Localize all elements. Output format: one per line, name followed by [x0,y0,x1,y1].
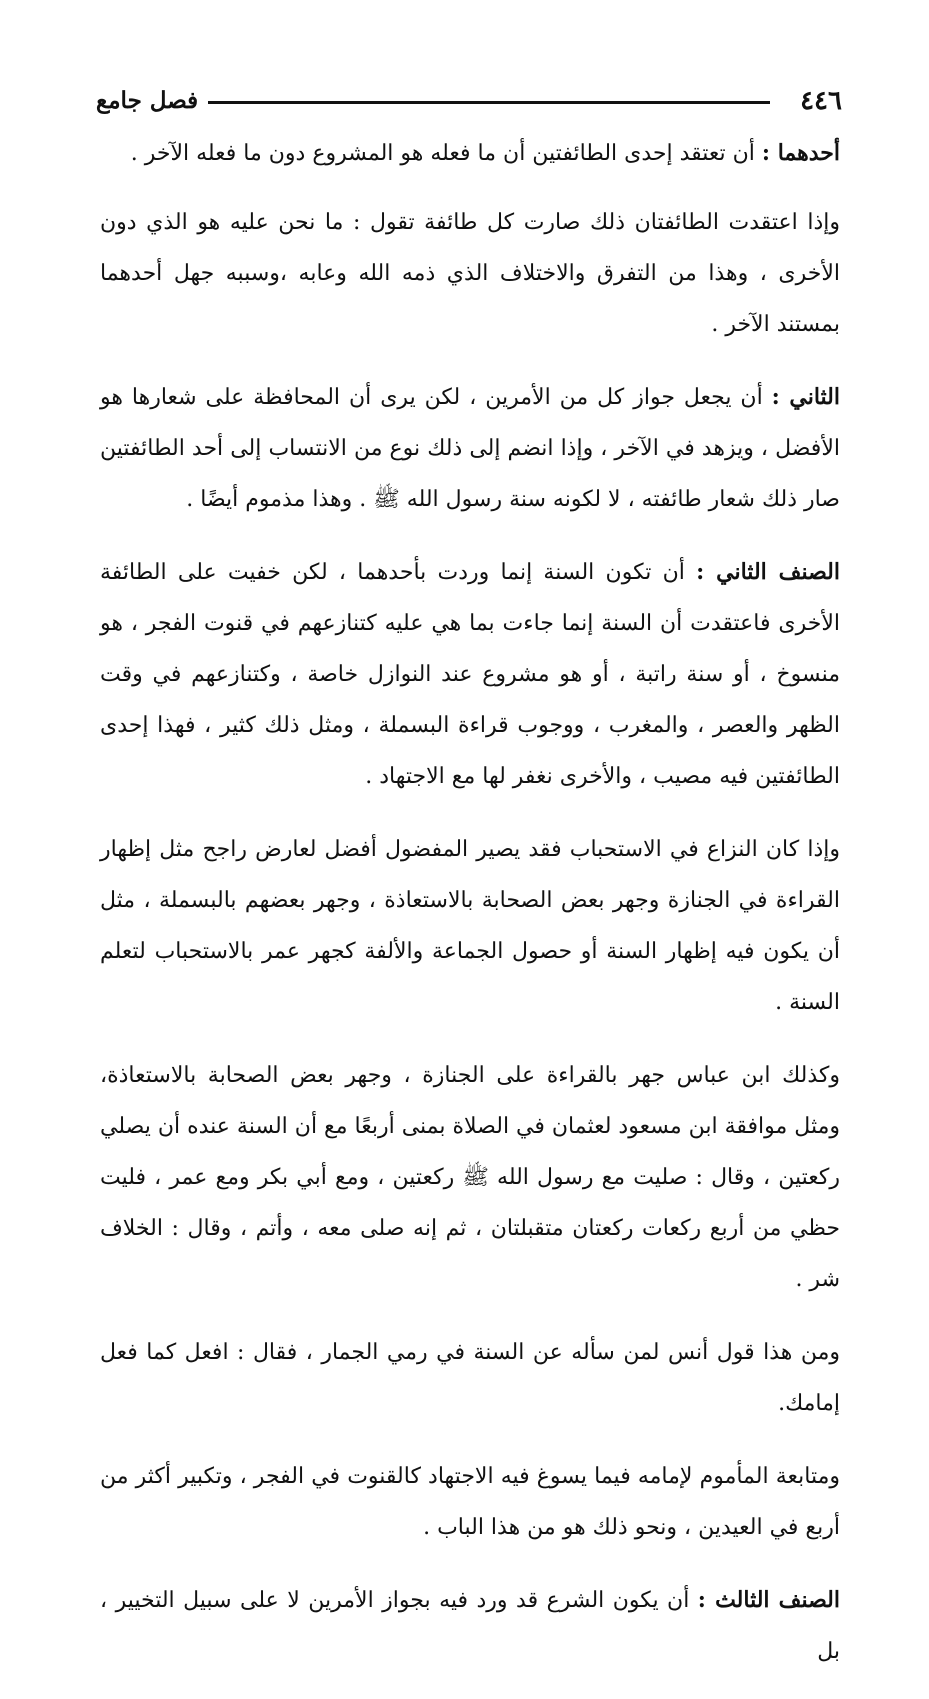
running-title: فصل جامع [96,87,199,114]
paragraph [100,547,840,802]
paragraph [100,1050,840,1305]
paragraph-lead: الصنف الثالث : [697,1587,840,1613]
paragraph-lead: أحدهما : [761,140,840,166]
paragraph-lead: الصنف الثاني : [696,559,840,585]
paragraph-text: أن يجعل جواز كل من الأمرين ، لكن يرى أن المحافظة على شعارها هو الأفضل ، ويزهد في الآخر ، وإذا انضم إلى ذلك نوع من الانتساب إلى أحد الطائفتين صار ذلك شعار طائفته ، لا لكونه سنة رسول الله ﷺ . وهذا مذموم أيضًا . [100,385,840,512]
paragraph-text: وإذا كان النزاع في الاستحباب فقد يصير المفضول أفضل لعارض راجح مثل إظهار القراءة في الجنازة وجهر بعض الصحابة بالاستعاذة ، وجهر بعضهم بالبسملة ، مثل أن يكون فيه إظهار السنة أو حصول الجماعة والألفة كجهر عمر بالاستحباب لتعلم السنة . [100,837,840,1015]
paragraph-text: ومتابعة المأموم لإمامه فيما يسوغ فيه الاجتهاد كالقنوت في الفجر ، وتكبير أكثر من أربع في العيدين ، ونحو ذلك هو من هذا الباب . [100,1464,840,1540]
page-header [96,84,842,124]
header-rule [208,101,770,104]
paragraph [100,128,840,179]
body-text [100,128,840,1699]
paragraph-text: وكذلك ابن عباس جهر بالقراءة على الجنازة ، وجهر بعض الصحابة بالاستعاذة، ومثل موافقة ابن مسعود لعثمان في الصلاة بمنى أربعًا مع أن السنة عنده أن يصلي ركعتين ، وقال : صليت مع رسول الله ﷺ ركعتين ، ومع أبي بكر ومع عمر ، فليت حظي من أربع ركعات ركعتان متقبلتان ، ثم إنه صلى معه ، وأتم ، وقال : الخلاف شر . [100,1063,840,1292]
paragraph-text: ومن هذا قول أنس لمن سأله عن السنة في رمي الجمار ، فقال : افعل كما فعل إمامك. [100,1340,840,1416]
paragraph-lead: الثاني : [771,384,840,410]
paragraph [100,1451,840,1553]
paragraph-text: أن يكون الشرع قد ورد فيه بجواز الأمرين لا على سبيل التخيير ، بل [100,1588,840,1664]
paragraph [100,824,840,1028]
page-number: ٤٤٦ [800,86,842,116]
paragraph [100,1327,840,1429]
paragraph [100,1575,840,1677]
paragraph-text: وإذا اعتقدت الطائفتان ذلك صارت كل طائفة تقول : ما نحن عليه هو الذي دون الأخرى ، وهذا من التفرق والاختلاف الذي ذمه الله وعابه ،وسببه جهل أحدهما بمستند الآخر . [100,210,840,337]
paragraph-text: أن تكون السنة إنما وردت بأحدهما ، لكن خفيت على الطائفة الأخرى فاعتقدت أن السنة إنما جاءت بما هي عليه كتنازعهم في قنوت الفجر ، هو منسوخ ، أو سنة راتبة ، أو هو مشروع عند النوازل خاصة ، وكتنازعهم في وقت الظهر والعصر ، والمغرب ، ووجوب قراءة البسملة ، ومثل ذلك كثير ، فهذا إحدى الطائفتين فيه مصيب ، والأخرى نغفر لها مع الاجتهاد . [100,560,840,789]
paragraph [100,372,840,525]
paragraph-text: أن تعتقد إحدى الطائفتين أن ما فعله هو المشروع دون ما فعله الآخر . [130,141,762,166]
paragraph [100,197,840,350]
